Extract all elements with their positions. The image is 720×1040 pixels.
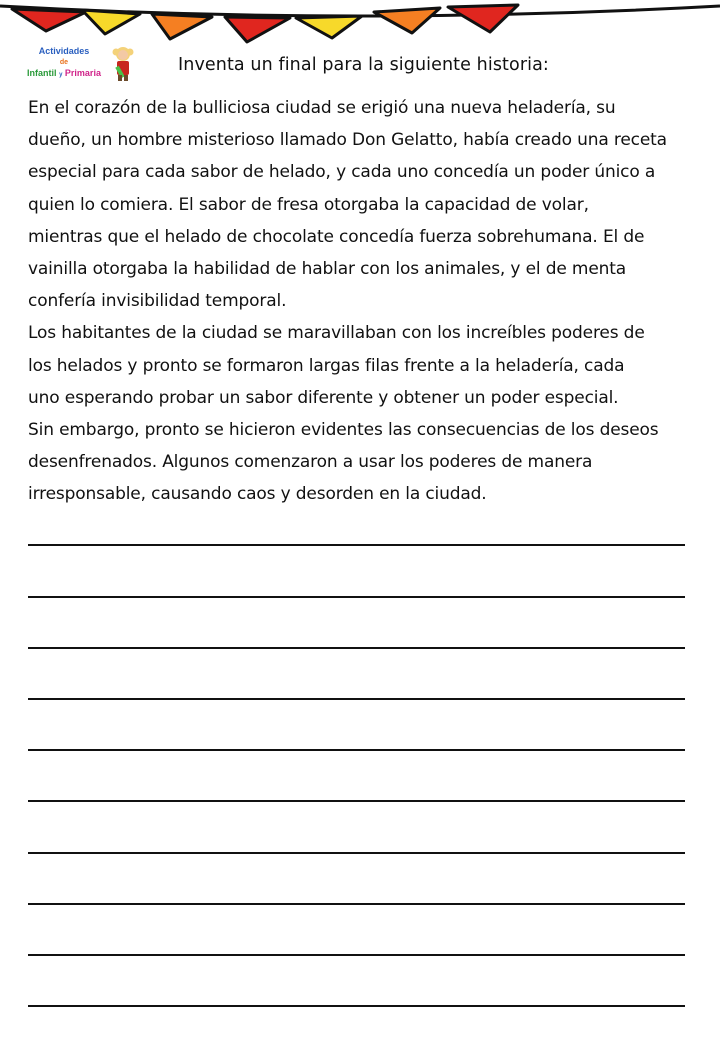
logo-word-primaria: Primaria [64, 68, 101, 78]
flag-icon [12, 9, 86, 31]
bunting-banner [0, 0, 720, 48]
page-title: Inventa un final para la siguiente historia: [178, 55, 549, 75]
story-line: desenfrenados. Algunos comenzaron a usar los poderes de manera [28, 452, 593, 473]
answer-writing-line[interactable] [28, 544, 685, 546]
logo [14, 44, 139, 84]
answer-writing-line[interactable] [28, 596, 685, 598]
story-line: uno esperando probar un sabor diferente y obtener un poder especial. [28, 387, 619, 408]
story-line: Los habitantes de la ciudad se maravillaban con los increíbles poderes de [28, 323, 645, 344]
logo-word-y: y [59, 72, 63, 78]
story-line: mientras que el helado de chocolate concedía fuerza sobrehumana. El de [28, 226, 645, 247]
answer-writing-line[interactable] [28, 903, 685, 905]
flag-icon [448, 5, 518, 32]
story-line: los helados y pronto se formaron largas filas frente a la heladería, cada [28, 355, 625, 376]
answer-writing-line[interactable] [28, 698, 685, 700]
flag-icon [225, 17, 290, 42]
logo-line-3 [18, 68, 110, 81]
logo-text [18, 46, 110, 81]
mascot-girl-icon [108, 44, 138, 82]
story-line: En el corazón de la bulliciosa ciudad se erigió una nueva heladería, su [28, 98, 616, 118]
logo-line-2: de [59, 59, 69, 66]
story-line: irresponsable, causando caos y desorden en la ciudad. [28, 484, 487, 505]
logo-word-infantil: Infantil [27, 68, 57, 78]
story-text [28, 92, 698, 511]
flag-icon [82, 10, 140, 34]
story-line: especial para cada sabor de helado, y cada uno concedía un poder único a [28, 162, 656, 183]
flag-icon [296, 16, 362, 38]
story-line: vainilla otorgaba la habilidad de hablar con los animales, y el de menta [28, 259, 627, 280]
answer-writing-line[interactable] [28, 852, 685, 854]
flag-icon [152, 14, 212, 39]
answer-writing-line[interactable] [28, 647, 685, 649]
answer-writing-line[interactable] [28, 954, 685, 956]
answer-writing-line[interactable] [28, 1005, 685, 1007]
story-line: Sin embargo, pronto se hicieron evidentes las consecuencias de los deseos [28, 420, 659, 441]
answer-writing-line[interactable] [28, 800, 685, 802]
story-line: quien lo comiera. El sabor de fresa otorgaba la capacidad de volar, [28, 194, 589, 215]
answer-writing-line[interactable] [28, 749, 685, 751]
flag-icon [374, 8, 440, 33]
logo-line-1: Actividades [38, 46, 90, 56]
story-line: confería invisibilidad temporal. [28, 291, 287, 312]
story-line: dueño, un hombre misterioso llamado Don Gelatto, había creado una receta [28, 130, 667, 151]
